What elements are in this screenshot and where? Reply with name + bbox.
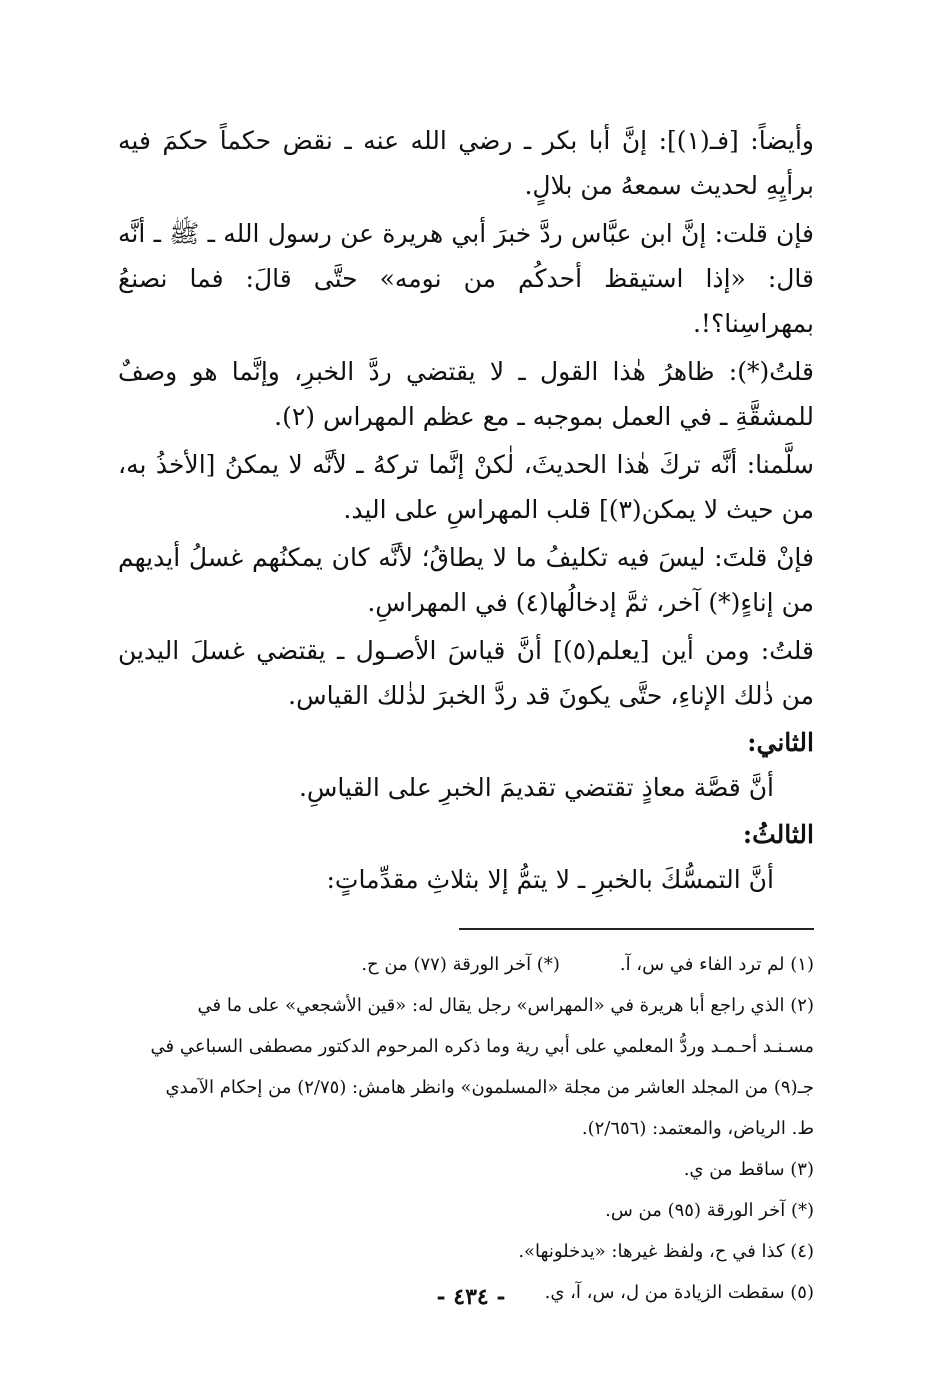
paragraph-6: قلتُ: ومن أين [يعلم(٥)] أنَّ قياسَ الأصـول ـ يقتضي غسلَ اليدين من ذٰلك الإناءِ، حتَّى يكونَ قد ردَّ الخبرَ لذٰلك القياس. bbox=[118, 636, 814, 710]
footnote-row-1 bbox=[118, 944, 814, 985]
main-text bbox=[118, 118, 814, 902]
paragraph-4: سلَّمنا: أنَّه تركَ هٰذا الحديثَ، لٰكنْ إنَّما تركهُ ـ لأنَّه لا يمكنُ [الأخذُ به، من حيث لا يمكن(٣)] قلب المهراسِ على اليد. bbox=[118, 450, 814, 524]
page-number: - ٤٣٤ - bbox=[436, 1284, 506, 1310]
page-body bbox=[118, 118, 814, 1313]
footnote-2-line-3: جـ(٩) من المجلد العاشر من مجلة «المسلمون» وانظر هامش: (٢/٧٥) من إحكام الآمدي bbox=[165, 1077, 814, 1098]
paragraph-3: قلتُ(*): ظاهرُ هٰذا القول ـ لا يقتضي ردَّ الخبرِ، وإنَّما هو وصفٌ للمشقَّةِ ـ في العمل بموجبه ـ مع عظم المهراس (٢). bbox=[118, 357, 814, 431]
footnote-1: (١) لم ترد الفاء في س، آ. bbox=[619, 954, 814, 975]
footnote-divider bbox=[459, 928, 814, 930]
footnote-2-line-1: (٢) الذي راجع أبا هريرة في «المهراس» رجل يقال له: «قين الأشجعي» على ما في bbox=[197, 995, 814, 1016]
footnote-3: (٣) ساقط من ي. bbox=[683, 1159, 814, 1180]
footnotes bbox=[118, 944, 814, 1313]
paragraph-1: وأيضاً: [فـ(١)]: إنَّ أبا بكر ـ رضي الله عنه ـ نقض حكماً حكمَ فيه برأيِهِ لحديث سمعهُ من بلالٍ. bbox=[118, 126, 814, 200]
footnote-5: (٥) سقطت الزيادة من ل، س، آ، ي. bbox=[544, 1282, 814, 1303]
footnote-2-line-4: ط. الرياض، والمعتمد: (٢/٦٥٦). bbox=[581, 1118, 814, 1139]
footnote-star-2: (*) آخر الورقة (٩٥) من س. bbox=[605, 1200, 814, 1221]
footnote-4: (٤) كذا في ح، ولفظ غيرها: «يدخلونها». bbox=[518, 1241, 814, 1262]
text-third: أنَّ التمسُّكَ بالخبرِ ـ لا يتمُّ إلا بثلاثِ مقدِّماتٍ: bbox=[326, 865, 774, 894]
paragraph-5: فإنْ قلتَ: ليسَ فيه تكليفُ ما لا يطاقُ؛ لأنَّه كان يمكنُهم غسلُ أيديهم من إناءٍ(*) آخر، ثمَّ إدخالُها(٤) في المهراسِ. bbox=[118, 543, 814, 617]
heading-third: الثالثُ: bbox=[742, 820, 814, 849]
paragraph-2: فإن قلت: إنَّ ابن عبَّاس ردَّ خبرَ أبي هريرة عن رسول الله ـ ﷺ ـ أنَّه قال: «إذا استيقظ أحدكُم من نومه» حتَّى قالَ: فما نصنعُ بمهراسِنا؟!. bbox=[118, 219, 814, 338]
footnote-2-line-2: مسـنـد أحـمـد وردُّ المعلمي على أبي رية وما ذكره المرحوم الدكتور مصطفى السباعي في bbox=[150, 1036, 814, 1057]
heading-second: الثاني: bbox=[747, 728, 814, 757]
text-second: أنَّ قصَّة معاذٍ تقتضي تقديمَ الخبرِ على القياسِ. bbox=[298, 773, 774, 802]
footnote-star-1: (*) آخر الورقة (٧٧) من ح. bbox=[361, 954, 560, 975]
